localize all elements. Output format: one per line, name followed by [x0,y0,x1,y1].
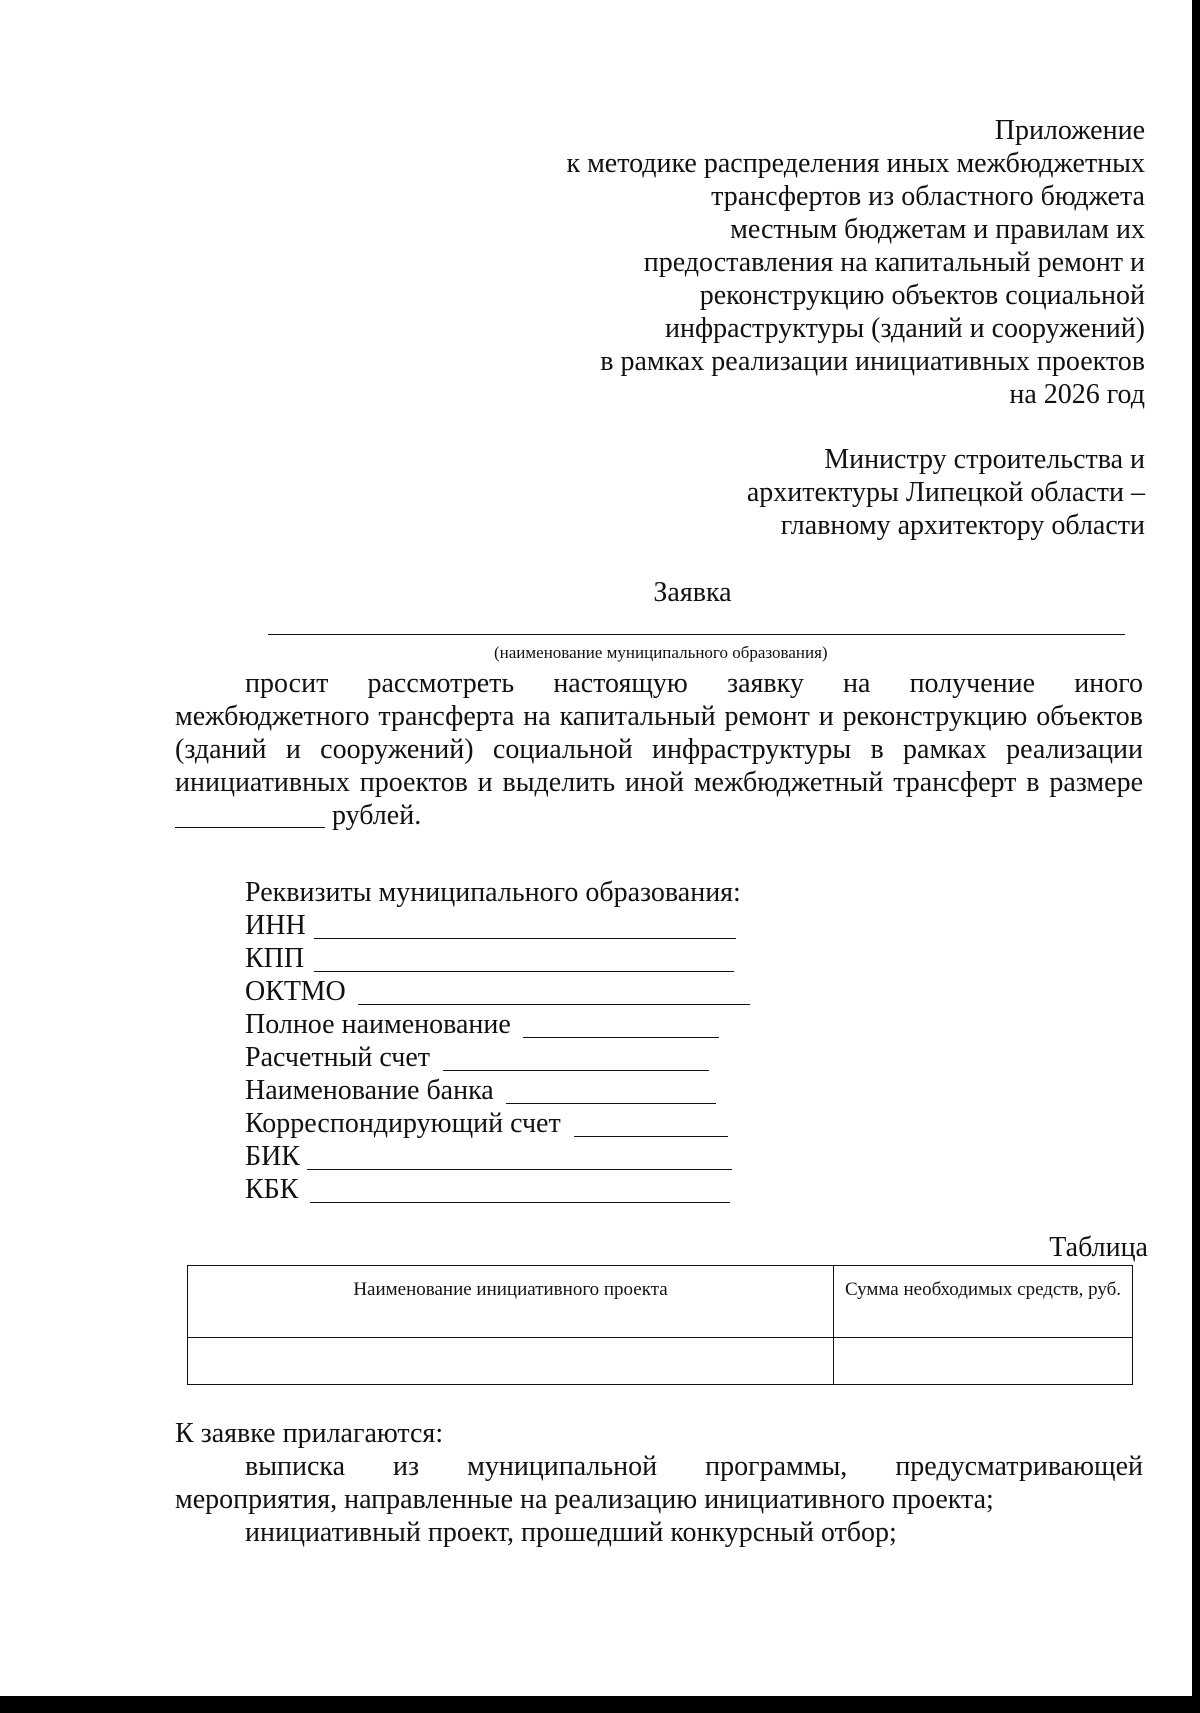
requisite-label-inn: ИНН [245,910,306,941]
recipient-line: Министру строительства и [824,444,1145,475]
document-title: Заявка [653,577,732,608]
attachments-heading: К заявке прилагаются: [175,1418,444,1449]
table-label: Таблица [1049,1232,1148,1263]
requisite-label-full-name: Полное наименование [245,1009,511,1040]
requisite-blank-oktmo [358,1004,750,1005]
requisite-blank-kpp [314,971,734,972]
table-cell-amount[interactable] [834,1338,1133,1385]
amount-blank [175,827,325,828]
municipality-name-line [268,634,1125,635]
appendix-line: трансфертов из областного бюджета [711,181,1145,212]
requisites-heading: Реквизиты муниципального образования: [245,877,741,908]
requisite-blank-bank [506,1103,716,1104]
appendix-line: инфраструктуры (зданий и сооружений) [665,313,1145,344]
appendix-line: предоставления на капитальный ремонт и [643,247,1145,278]
requisite-blank-inn [314,938,736,939]
table-row [188,1338,1133,1385]
recipient-line: архитектуры Липецкой области – [746,477,1145,508]
requisite-label-bik: БИК [245,1141,300,1172]
requisite-blank-full-name [523,1037,719,1038]
recipient-line: главному архитектору области [780,510,1145,541]
paragraph-line: (зданий и сооружений) социальной инфраструктуры в рамках реализации [175,734,1143,765]
municipality-caption: (наименование муниципального образования) [494,643,828,662]
attachment-line: выписка из муниципальной программы, предусматривающей [245,1451,1143,1482]
paragraph-line: межбюджетного трансферта на капитальный ремонт и реконструкцию объектов [175,701,1143,732]
appendix-line: местным бюджетам и правилам их [730,214,1145,245]
table-header-row [188,1266,1133,1338]
requisite-blank-account [443,1070,709,1071]
paragraph-line: просит рассмотреть настоящую заявку на получение иного [245,668,1143,699]
attachment-line: мероприятия, направленные на реализацию инициативного проекта; [175,1484,994,1515]
appendix-line: на 2026 год [1009,379,1145,410]
requisite-blank-kbk [310,1202,730,1203]
table-header-project: Наименование инициативного проекта [188,1266,834,1338]
requisite-label-kbk: КБК [245,1174,299,1205]
table-header-amount: Сумма необходимых средств, руб. [834,1266,1133,1338]
projects-table [187,1265,1133,1385]
table-cell-project[interactable] [188,1338,834,1385]
appendix-line: Приложение [994,115,1145,146]
requisite-label-kpp: КПП [245,943,305,974]
appendix-line: реконструкцию объектов социальной [699,280,1145,311]
attachment-line: инициативный проект, прошедший конкурсный отбор; [245,1517,897,1548]
appendix-line: в рамках реализации инициативных проектов [600,346,1145,377]
requisite-blank-bik [307,1169,732,1170]
amount-suffix: рублей. [332,800,422,831]
requisite-label-bank: Наименование банка [245,1075,494,1106]
requisite-label-corr-account: Корреспондирующий счет [245,1108,561,1139]
requisite-label-oktmo: ОКТМО [245,976,346,1007]
appendix-line: к методике распределения иных межбюджетных [566,148,1145,179]
requisite-blank-corr-account [574,1136,728,1137]
requisite-label-account: Расчетный счет [245,1042,431,1073]
paragraph-line: инициативных проектов и выделить иной межбюджетный трансферт в размере [175,767,1143,798]
